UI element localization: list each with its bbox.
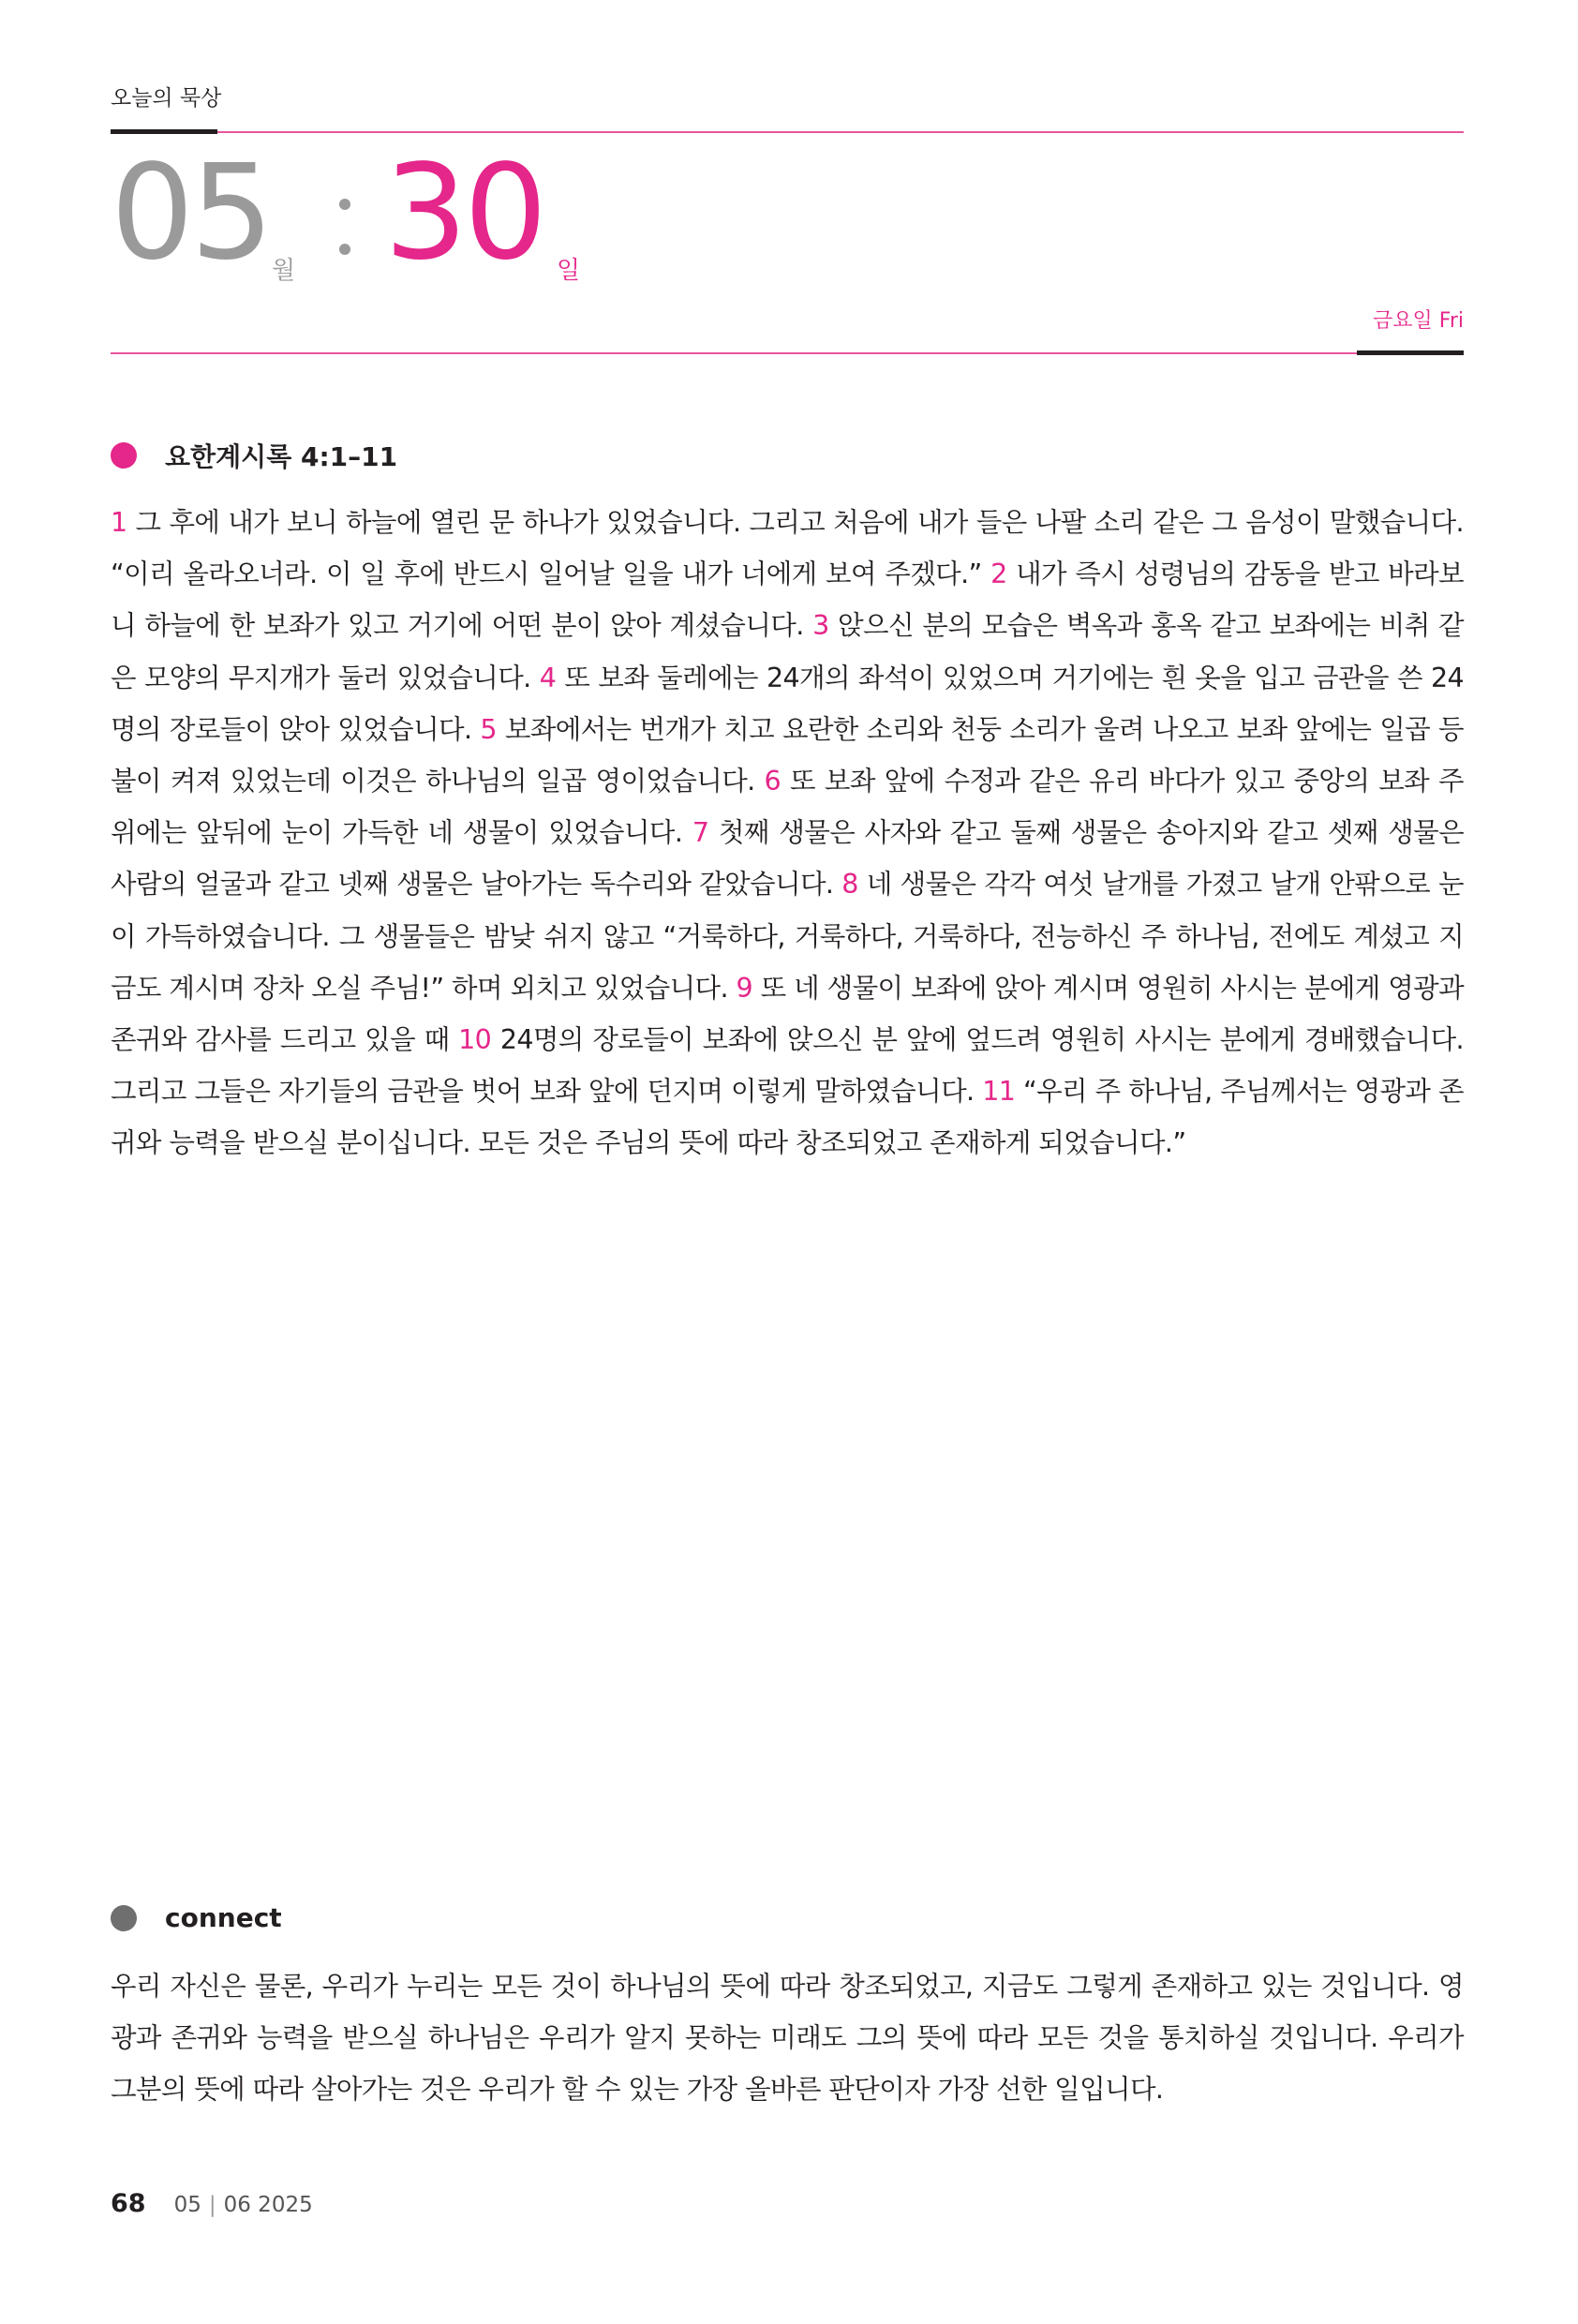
issue-year: 06 2025: [223, 2193, 313, 2217]
top-rule-accent: [111, 129, 217, 134]
verse-text: 내가 즉시 성령님의 감동을 받고 바라보니 하늘에 한 보좌가 있고 거기에 어떤 분이 앉아 계셨습니다.: [111, 559, 1464, 642]
verse-text: 또 보좌 앞에 수정과 같은 유리 바다가 있고 중앙의 보좌 주위에는 앞뒤에 눈이 가득한 네 생물이 있었습니다.: [111, 766, 1464, 849]
scripture-reference: 요한계시록 4:1–11: [165, 441, 398, 472]
verse-text: 네 생물은 각각 여섯 날개를 가졌고 날개 안팎으로 눈이 가득하였습니다. 그 생물들은 밤낮 쉬지 않고 “거룩하다, 거룩하다, 거룩하다, 전능하신 주 하나님, 전에도 계셨고 지금도 계시며 장차 오실 주님!” 하며 외치고 있었습니다.: [111, 869, 1464, 1004]
mid-rule: [111, 352, 1464, 354]
scripture-heading: [111, 437, 397, 474]
verse-number: 1: [111, 507, 127, 538]
verse-number: 9: [736, 972, 753, 1004]
verse-text: 또 네 생물이 보좌에 앉아 계시며 영원히 사시는 분에게 영광과 존귀와 감사를 드리고 있을 때: [111, 972, 1465, 1056]
issue-label: [174, 2193, 313, 2217]
weekday-label: 금요일 Fri: [1373, 309, 1464, 333]
top-rule: [111, 131, 1464, 133]
verse-text: 24명의 장로들이 보좌에 앉으신 분 앞에 엎드려 영원히 사시는 분에게 경배했습니다. 그리고 그들은 자기들의 금관을 벗어 보좌 앞에 던지며 이렇게 말하였습니다.: [111, 1024, 1464, 1108]
issue-separator: |: [208, 2193, 216, 2217]
verse-number: 8: [841, 869, 858, 901]
connect-title: connect: [165, 1902, 282, 1933]
date-month-unit: 월: [272, 257, 296, 285]
verse-text: “우리 주 하나님, 주님께서는 영광과 존귀와 능력을 받으실 분이십니다. 모든 것은 주님의 뜻에 따라 창조되었고 존재하게 되었습니다.”: [111, 1076, 1464, 1159]
gray-bullet-icon: [111, 1905, 137, 1931]
issue-month: 05: [173, 2193, 201, 2217]
verse-text: 앉으신 분의 모습은 벽옥과 홍옥 같고 보좌에는 비취 같은 모양의 무지개가 둘러 있었습니다.: [111, 610, 1464, 693]
verse-text: 첫째 생물은 사자와 같고 둘째 생물은 송아지와 같고 셋째 생물은 사람의 얼굴과 같고 넷째 생물은 날아가는 독수리와 같았습니다.: [111, 817, 1464, 901]
verse-number: 10: [458, 1024, 492, 1056]
page-number: 68: [111, 2189, 146, 2218]
verse-number: 2: [990, 559, 1007, 590]
date-month: 05: [111, 137, 271, 290]
verse-text: 그 후에 내가 보니 하늘에 열린 문 하나가 있었습니다. 그리고 처음에 내가 들은 나팔 소리 같은 그 음성이 말했습니다. “이리 올라오너라. 이 일 후에 반드시 일어날 일을 내가 너에게 보여 주겠다.”: [111, 507, 1464, 590]
mid-rule-accent: [1357, 350, 1464, 355]
date-colon-icon: [339, 199, 350, 264]
date-day-unit: 일: [557, 257, 581, 285]
verse-number: 4: [539, 662, 557, 693]
section-label: 오늘의 묵상: [111, 86, 222, 111]
verse-number: 11: [982, 1076, 1016, 1108]
verse-number: 7: [692, 817, 709, 849]
verse-number: 6: [764, 766, 782, 797]
scripture-body: [111, 497, 1464, 1169]
connect-heading: [111, 1902, 282, 1933]
footer: [111, 2189, 313, 2218]
pink-bullet-icon: [111, 442, 137, 469]
verse-number: 3: [812, 610, 829, 642]
verse-number: 5: [480, 713, 497, 745]
verse-text: 또 보좌 둘레에는 24개의 좌석이 있었으며 거기에는 흰 옷을 입고 금관을 쓴 24명의 장로들이 앉아 있었습니다.: [111, 662, 1465, 745]
date-day: 30: [384, 137, 544, 290]
verse-text: 보좌에서는 번개가 치고 요란한 소리와 천둥 소리가 울려 나오고 보좌 앞에는 일곱 등불이 켜져 있었는데 이것은 하나님의 일곱 영이었습니다.: [111, 713, 1464, 797]
connect-body: 우리 자신은 물론, 우리가 누리는 모든 것이 하나님의 뜻에 따라 창조되었고, 지금도 그렇게 존재하고 있는 것입니다. 영광과 존귀와 능력을 받으실 하나님은 우리가 알지 못하는 미래도 그의 뜻에 따라 모든 것을 통치하실 것입니다. 우리가 그분의 뜻에 따라 살아가는 것은 우리가 할 수 있는 가장 올바른 판단이자 가장 선한 일입니다.: [111, 1971, 1464, 2105]
